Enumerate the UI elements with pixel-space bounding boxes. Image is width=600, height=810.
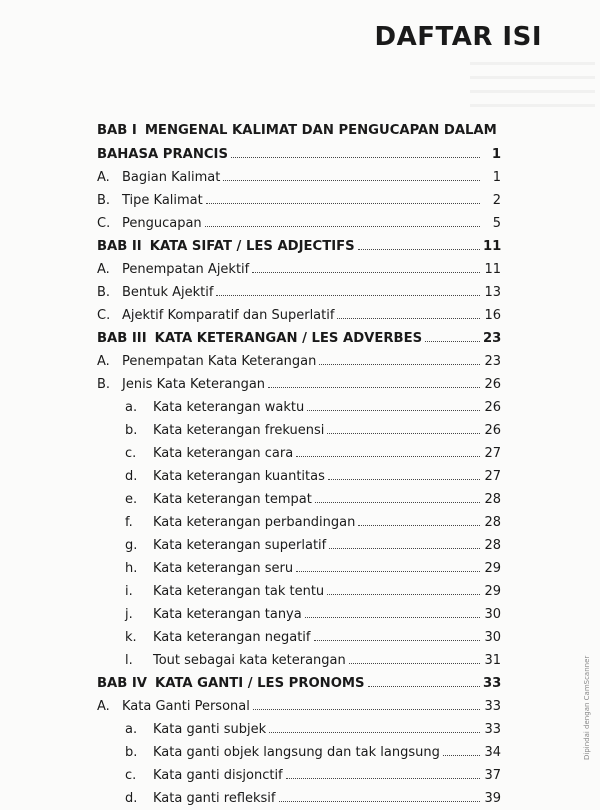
toc-entry-title: Pengucapan bbox=[122, 216, 202, 231]
toc-page-number: 30 bbox=[484, 630, 501, 645]
toc-entry-title: BAHASA PRANCIS bbox=[97, 147, 228, 162]
toc-entry-title: Bagian Kalimat bbox=[122, 170, 221, 185]
toc-page-number: 26 bbox=[484, 423, 501, 438]
toc-entry-marker: j. bbox=[125, 607, 133, 622]
toc-page-number: 1 bbox=[492, 170, 501, 185]
toc-entry-title: KATA KETERANGAN / LES ADVERBES bbox=[154, 331, 423, 346]
toc-entry-title: Ajektif Komparatif dan Superlatif bbox=[122, 308, 335, 323]
toc-entry-marker: e. bbox=[125, 492, 138, 507]
toc-page-number: 29 bbox=[484, 584, 501, 599]
toc-entry bbox=[97, 787, 501, 810]
toc-page-number: 26 bbox=[484, 377, 501, 392]
toc-entry bbox=[97, 212, 501, 235]
dot-leader bbox=[337, 308, 480, 319]
toc-entry-title: Penempatan Ajektif bbox=[122, 262, 250, 277]
toc-entry bbox=[97, 764, 501, 787]
toc-entry bbox=[97, 488, 501, 511]
toc-entry-marker: B. bbox=[97, 377, 111, 392]
toc-entry-title: KATA GANTI / LES PRONOMS bbox=[155, 676, 365, 691]
dot-leader bbox=[279, 791, 481, 802]
toc-entry-title: Tout sebagai kata keterangan bbox=[153, 653, 346, 668]
toc-page-number: 33 bbox=[483, 676, 502, 691]
toc-page-number: 28 bbox=[484, 515, 501, 530]
dot-leader bbox=[205, 216, 480, 227]
toc-entry bbox=[97, 741, 501, 764]
toc-entry bbox=[97, 626, 501, 649]
toc-entry bbox=[97, 396, 501, 419]
dot-leader bbox=[368, 676, 480, 687]
watermark-text: Dipindai dengan CamScanner bbox=[583, 655, 591, 760]
toc-entry bbox=[97, 511, 501, 534]
toc-entry bbox=[97, 557, 501, 580]
toc-chapter bbox=[97, 235, 501, 258]
toc-entry-title: Penempatan Kata Keterangan bbox=[122, 354, 317, 369]
toc-entry bbox=[97, 695, 501, 718]
toc-entry bbox=[97, 189, 501, 212]
toc-page-number: 11 bbox=[483, 239, 502, 254]
page-title: DAFTAR ISI bbox=[374, 22, 542, 52]
toc-entry-title: Kata Ganti Personal bbox=[122, 699, 250, 714]
toc-page-number: 27 bbox=[484, 446, 501, 461]
dot-leader bbox=[216, 285, 480, 296]
toc-page-number: 28 bbox=[484, 538, 501, 553]
toc-entry-marker: i. bbox=[125, 584, 133, 599]
toc-entry-title: Jenis Kata Keterangan bbox=[122, 377, 266, 392]
toc-page-number: 5 bbox=[492, 216, 501, 231]
toc-entry-title: Kata keterangan negatif bbox=[153, 630, 311, 645]
toc-page-number: 34 bbox=[484, 745, 501, 760]
toc-entry bbox=[97, 580, 501, 603]
toc-page-number: 1 bbox=[491, 147, 501, 162]
toc-entry-marker: A. bbox=[97, 170, 110, 185]
toc-chapter bbox=[97, 143, 501, 166]
dot-leader bbox=[253, 699, 480, 710]
dot-leader bbox=[425, 331, 480, 342]
toc-entry-marker: C. bbox=[97, 308, 111, 323]
toc-entry-marker: d. bbox=[125, 791, 138, 806]
toc-entry-marker: c. bbox=[125, 446, 137, 461]
dot-leader bbox=[443, 745, 480, 756]
scanner-watermark bbox=[583, 640, 593, 760]
show-through-text bbox=[470, 62, 595, 117]
toc-entry bbox=[97, 718, 501, 741]
toc-entry bbox=[97, 304, 501, 327]
toc-chapter bbox=[97, 327, 501, 350]
toc-entry-marker: A. bbox=[97, 699, 110, 714]
dot-leader bbox=[328, 469, 480, 480]
dot-leader bbox=[231, 147, 480, 158]
toc-entry-marker: l. bbox=[125, 653, 133, 668]
toc-entry bbox=[97, 649, 501, 672]
toc-entry-title: Bentuk Ajektif bbox=[122, 285, 214, 300]
toc-entry-title: Kata keterangan cara bbox=[153, 446, 294, 461]
toc-page-number: 23 bbox=[484, 354, 501, 369]
toc-entry bbox=[97, 603, 501, 626]
toc-entry-marker: A. bbox=[97, 262, 110, 277]
toc-entry-title: Kata ganti subjek bbox=[153, 722, 267, 737]
toc-entry-title: Tipe Kalimat bbox=[122, 193, 203, 208]
toc-page-number: 27 bbox=[484, 469, 501, 484]
table-of-contents bbox=[97, 118, 501, 810]
dot-leader bbox=[327, 423, 480, 434]
toc-chapter bbox=[97, 672, 501, 695]
toc-entry-title: Kata ganti refleksif bbox=[153, 791, 276, 806]
toc-page-number: 26 bbox=[484, 400, 501, 415]
toc-entry-marker: b. bbox=[125, 745, 138, 760]
toc-page-number: 11 bbox=[484, 262, 501, 277]
toc-entry-marker: a. bbox=[125, 400, 138, 415]
dot-leader bbox=[296, 446, 480, 457]
toc-entry-marker: BAB IV bbox=[97, 676, 148, 691]
toc-entry-title: Kata ganti disjonctif bbox=[153, 768, 283, 783]
toc-entry-marker: a. bbox=[125, 722, 138, 737]
toc-page-number: 2 bbox=[492, 193, 501, 208]
toc-entry-marker: BAB III bbox=[97, 331, 147, 346]
toc-entry bbox=[97, 281, 501, 304]
toc-page-number: 30 bbox=[484, 607, 501, 622]
toc-entry-title: MENGENAL KALIMAT DAN PENGUCAPAN DALAM bbox=[144, 123, 497, 138]
toc-entry bbox=[97, 534, 501, 557]
toc-entry-title: Kata keterangan superlatif bbox=[153, 538, 327, 553]
toc-page-number: 16 bbox=[484, 308, 501, 323]
dot-leader bbox=[305, 607, 480, 618]
toc-entry bbox=[97, 258, 501, 281]
toc-entry bbox=[97, 419, 501, 442]
toc-entry-marker: f. bbox=[125, 515, 133, 530]
toc-page-number: 29 bbox=[484, 561, 501, 576]
toc-entry-marker: B. bbox=[97, 193, 111, 208]
toc-entry-title: Kata keterangan seru bbox=[153, 561, 294, 576]
toc-entry-marker: C. bbox=[97, 216, 111, 231]
toc-page-number: 39 bbox=[484, 791, 501, 806]
toc-entry-marker: BAB II bbox=[97, 239, 142, 254]
toc-entry bbox=[97, 465, 501, 488]
toc-page-number: 23 bbox=[483, 331, 502, 346]
dot-leader bbox=[314, 630, 481, 641]
dot-leader bbox=[307, 400, 480, 411]
toc-page-number: 33 bbox=[484, 699, 501, 714]
toc-entry-title: Kata keterangan tempat bbox=[153, 492, 312, 507]
dot-leader bbox=[269, 722, 480, 733]
toc-entry-title: Kata keterangan perbandingan bbox=[153, 515, 356, 530]
dot-leader bbox=[358, 515, 480, 526]
toc-entry-marker: g. bbox=[125, 538, 138, 553]
toc-entry-marker: A. bbox=[97, 354, 110, 369]
toc-chapter bbox=[97, 118, 501, 143]
toc-entry-marker: k. bbox=[125, 630, 137, 645]
dot-leader bbox=[252, 262, 480, 273]
toc-entry-marker: B. bbox=[97, 285, 111, 300]
dot-leader bbox=[327, 584, 480, 595]
toc-entry-marker: b. bbox=[125, 423, 138, 438]
toc-page-number: 31 bbox=[484, 653, 501, 668]
toc-page-number: 28 bbox=[484, 492, 501, 507]
toc-entry-title: Kata keterangan frekuensi bbox=[153, 423, 325, 438]
toc-entry bbox=[97, 350, 501, 373]
toc-entry-marker: d. bbox=[125, 469, 138, 484]
toc-entry-title: Kata keterangan tak tentu bbox=[153, 584, 325, 599]
toc-entry bbox=[97, 166, 501, 189]
dot-leader bbox=[286, 768, 480, 779]
toc-entry bbox=[97, 442, 501, 465]
toc-entry bbox=[97, 373, 501, 396]
toc-page-number: 33 bbox=[484, 722, 501, 737]
dot-leader bbox=[358, 239, 480, 250]
toc-entry-marker: BAB I bbox=[97, 123, 137, 138]
toc-entry-title: Kata ganti objek langsung dan tak langsung bbox=[153, 745, 440, 760]
toc-entry-title: Kata keterangan tanya bbox=[153, 607, 302, 622]
toc-page-number: 37 bbox=[484, 768, 501, 783]
dot-leader bbox=[315, 492, 480, 503]
toc-entry-title: KATA SIFAT / LES ADJECTIFS bbox=[149, 239, 355, 254]
dot-leader bbox=[268, 377, 480, 388]
dot-leader bbox=[349, 653, 480, 664]
dot-leader bbox=[319, 354, 480, 365]
dot-leader bbox=[223, 170, 480, 181]
dot-leader bbox=[296, 561, 480, 572]
toc-entry-marker: h. bbox=[125, 561, 138, 576]
dot-leader bbox=[329, 538, 480, 549]
toc-page-number: 13 bbox=[484, 285, 501, 300]
dot-leader bbox=[206, 193, 480, 204]
toc-entry-marker: c. bbox=[125, 768, 137, 783]
toc-entry-title: Kata keterangan kuantitas bbox=[153, 469, 325, 484]
toc-entry-title: Kata keterangan waktu bbox=[153, 400, 305, 415]
